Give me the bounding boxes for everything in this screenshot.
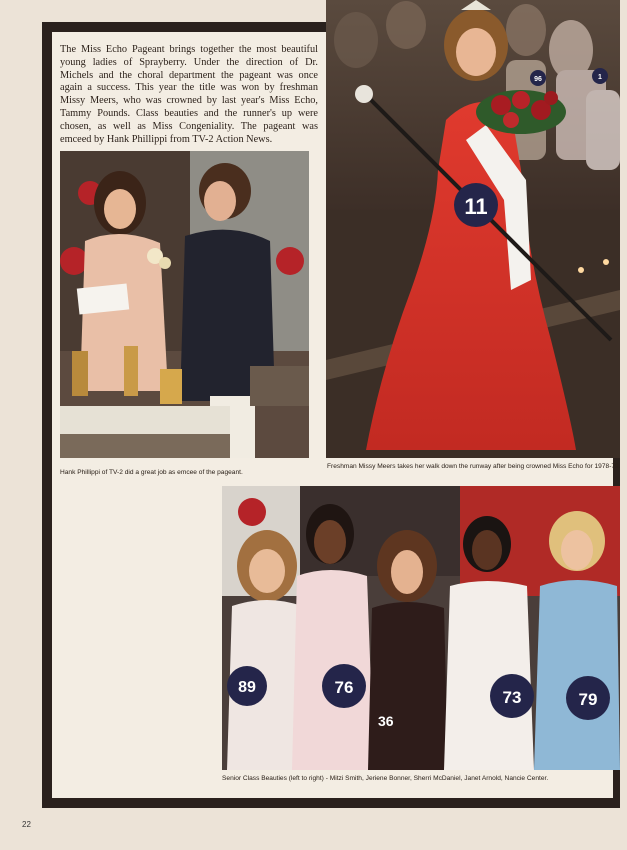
queen-badge-number: 11 [464,194,488,219]
page-number: 22 [22,820,31,829]
photo-beauties [222,486,620,770]
beauty-badge-4: 73 [502,688,522,707]
intro-paragraph: The Miss Echo Pageant brings together the most beautiful young ladies of Sprayberry. Under the direction of Dr. Michels and the choral department the pageant was once again a success. This year the title was won by freshman Missy Meers, who was crowned by last year's Miss Echo, Tammy Pounds. Class beauties and the runner's up were chosen, as well as Miss Congeniality. The pageant was emceed by Hank Phillippi from TV-2 Action News. [60,44,318,145]
caption-emcee: Hank Phillippi of TV-2 did a great job as emcee of the pageant. [60,469,243,476]
photo-queen [326,0,620,458]
queen-illustration [326,0,620,458]
bg-badge-1: 1 [598,74,602,81]
beauty-badge-1: 89 [238,679,256,696]
photo-emcee [60,151,309,458]
caption-queen: Freshman Missy Meers takes her walk down the runway after being crowned Miss Echo for 1978-79. [327,463,621,470]
caption-beauties: Senior Class Beauties (left to right) - Mitzi Smith, Jeriene Bonner, Sherri McDaniel, Janet Arnold, Nancie Center. [222,775,549,782]
emcee-illustration [60,151,309,458]
bg-badge-96: 96 [534,76,542,83]
beauties-illustration [222,486,620,770]
beauty-badge-2: 76 [334,678,354,697]
beauty-badge-3: 36 [378,713,394,729]
beauty-badge-5: 79 [578,690,598,709]
